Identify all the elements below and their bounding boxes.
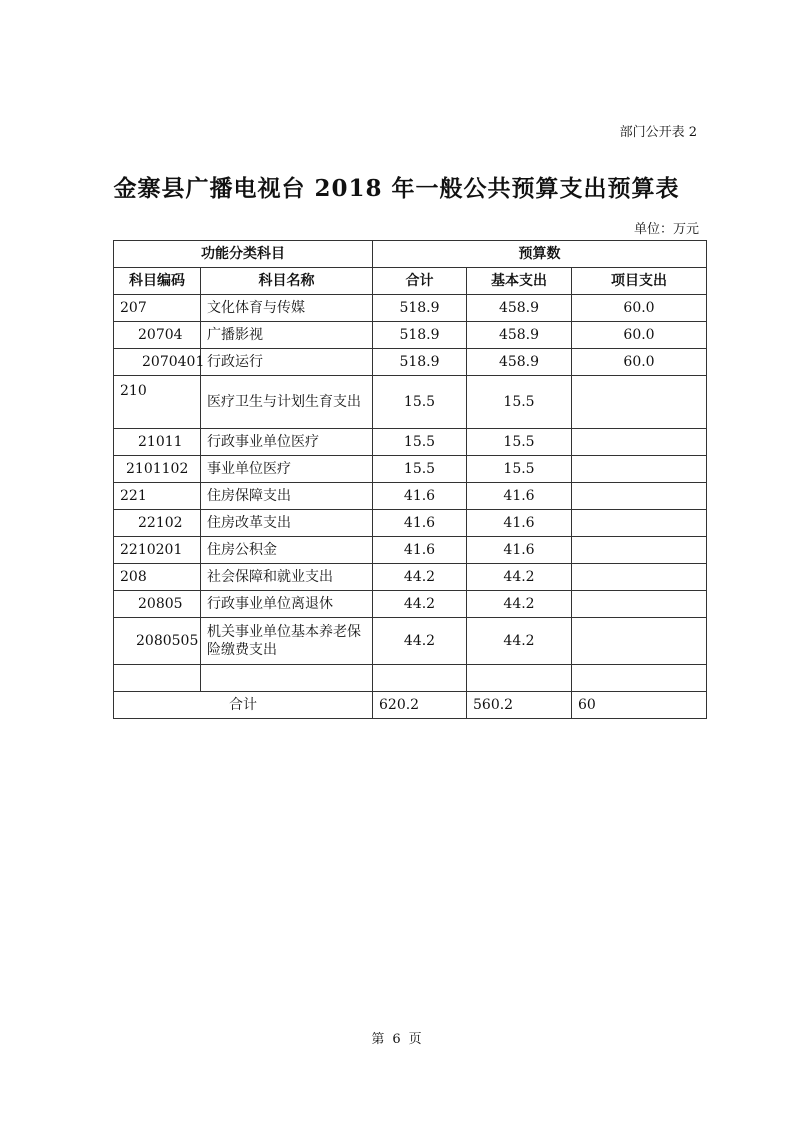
table-row [114,483,707,510]
row-project [572,483,707,510]
row-code: 2080505 [114,618,201,665]
row-project [572,618,707,665]
row-code: 2101102 [114,456,201,483]
table-label: 部门公开表 2 [619,125,697,140]
empty-cell [114,665,201,692]
column-header-total: 合计 [373,268,467,295]
column-header-row [114,268,707,295]
row-name: 医疗卫生与计划生育支出 [201,376,373,429]
row-project [572,510,707,537]
row-project [572,537,707,564]
total-project: 60 [572,692,707,719]
empty-row [114,665,707,692]
row-project [572,376,707,429]
column-header-code: 科目编码 [114,268,201,295]
empty-cell [201,665,373,692]
page-title: 金寨县广播电视台 2018 年一般公共预算支出预算表 [113,175,680,202]
row-basic: 458.9 [467,322,572,349]
row-project [572,456,707,483]
row-basic: 41.6 [467,510,572,537]
row-name: 文化体育与传媒 [201,295,373,322]
table-row [114,349,707,376]
total-label: 合计 [114,692,373,719]
unit-label: 单位：万元 [633,222,699,237]
table-row [114,376,707,429]
row-code: 21011 [114,429,201,456]
row-name: 行政事业单位离退休 [201,591,373,618]
empty-cell [467,665,572,692]
row-basic: 41.6 [467,537,572,564]
row-name: 行政运行 [201,349,373,376]
table-row [114,429,707,456]
row-total: 41.6 [373,537,467,564]
row-basic: 44.2 [467,564,572,591]
row-project [572,564,707,591]
row-code: 2070401 [114,349,201,376]
row-total: 15.5 [373,376,467,429]
row-project: 60.0 [572,349,707,376]
empty-cell [572,665,707,692]
table-row [114,456,707,483]
page-prefix: 第 [371,1032,385,1047]
row-basic: 44.2 [467,618,572,665]
table-row [114,537,707,564]
table-row [114,295,707,322]
row-total: 44.2 [373,564,467,591]
row-name: 机关事业单位基本养老保险缴费支出 [201,618,373,665]
column-header-project: 项目支出 [572,268,707,295]
group-header-functional-class: 功能分类科目 [114,241,373,268]
row-total: 44.2 [373,591,467,618]
table-row [114,564,707,591]
row-code: 207 [114,295,201,322]
row-basic: 41.6 [467,483,572,510]
page-suffix: 页 [408,1032,422,1047]
total-basic: 560.2 [467,692,572,719]
row-project: 60.0 [572,322,707,349]
row-basic: 15.5 [467,456,572,483]
row-project: 60.0 [572,295,707,322]
column-header-basic: 基本支出 [467,268,572,295]
row-total: 15.5 [373,456,467,483]
empty-cell [373,665,467,692]
row-code: 22102 [114,510,201,537]
row-total: 518.9 [373,322,467,349]
total-row [114,692,707,719]
group-header-budget: 预算数 [373,241,707,268]
row-code: 210 [114,376,201,429]
row-total: 518.9 [373,295,467,322]
row-total: 41.6 [373,510,467,537]
row-code: 2210201 [114,537,201,564]
row-code: 20704 [114,322,201,349]
row-total: 518.9 [373,349,467,376]
row-basic: 15.5 [467,376,572,429]
row-total: 41.6 [373,483,467,510]
row-total: 15.5 [373,429,467,456]
row-basic: 44.2 [467,591,572,618]
row-name: 住房保障支出 [201,483,373,510]
table-row [114,322,707,349]
page-footer [0,1028,793,1047]
row-total: 44.2 [373,618,467,665]
row-project [572,429,707,456]
row-name: 住房改革支出 [201,510,373,537]
row-code: 20805 [114,591,201,618]
table-row [114,591,707,618]
row-name: 住房公积金 [201,537,373,564]
page-number: 6 [392,1032,401,1047]
total-sum: 620.2 [373,692,467,719]
row-basic: 458.9 [467,295,572,322]
column-header-name: 科目名称 [201,268,373,295]
table-row [114,618,707,665]
row-name: 社会保障和就业支出 [201,564,373,591]
row-code: 208 [114,564,201,591]
group-header-row [114,241,707,268]
row-project [572,591,707,618]
table-row [114,510,707,537]
row-basic: 15.5 [467,429,572,456]
row-basic: 458.9 [467,349,572,376]
row-name: 广播影视 [201,322,373,349]
row-code: 221 [114,483,201,510]
budget-table [113,240,707,719]
row-name: 事业单位医疗 [201,456,373,483]
row-name: 行政事业单位医疗 [201,429,373,456]
